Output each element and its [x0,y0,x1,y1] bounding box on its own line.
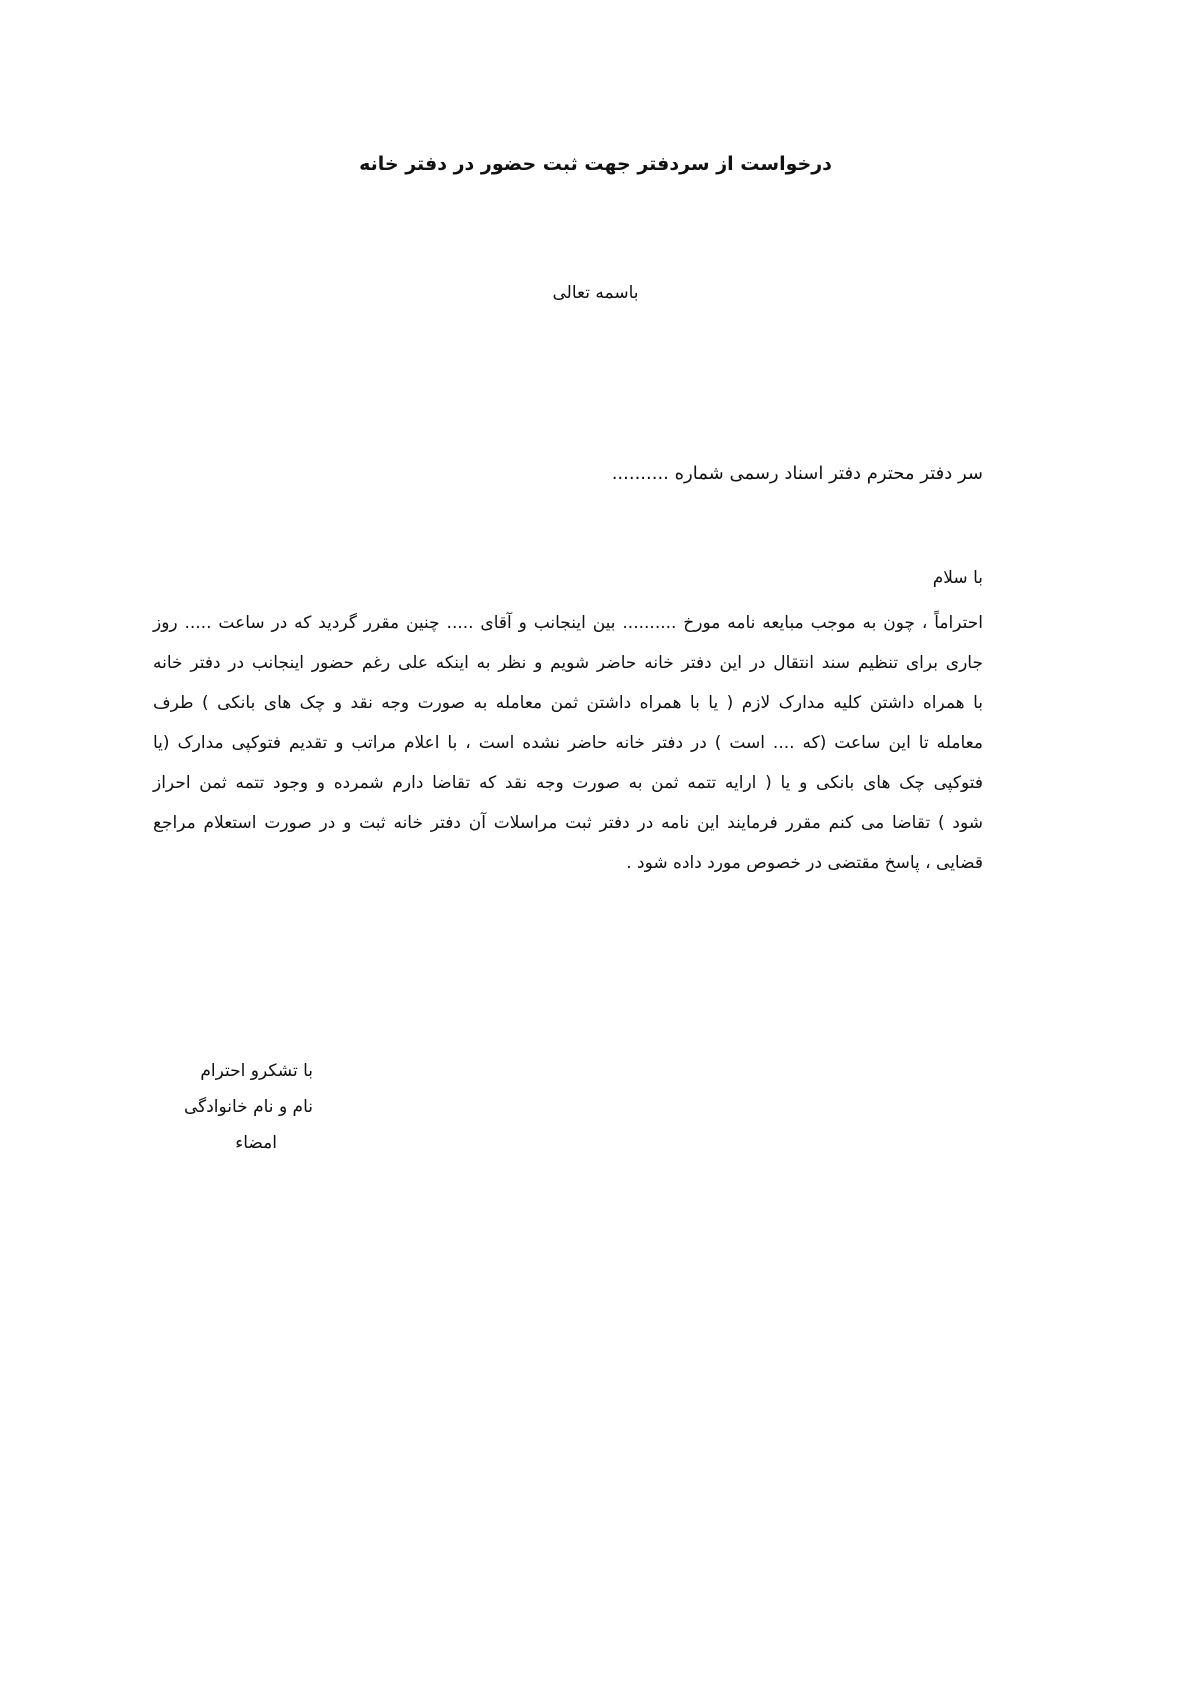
closing-signature-label: امضاء [235,1133,277,1153]
body-line-3: با همراه داشتن کلیه مدارک لازم ( یا با همراه داشتن ثمن معامله به صورت وجه نقد و چک های بانکی ) طرف [153,693,983,713]
invocation-heading: باسمه تعالی [552,283,639,303]
body-line-5: فتوکپی چک های بانکی و یا ( ارایه تتمه ثمن به صورت وجه نقد که تقاضا دارم شمرده و وجود تتمه ثمن احراز [153,773,983,793]
greeting-line: با سلام [932,568,983,588]
document-title: درخواست از سردفتر جهت ثبت حضور در دفتر خانه [359,153,832,175]
closing-name-label: نام و نام خانوادگی [183,1097,313,1117]
body-line-1: احتراماً ، چون به موجب مبایعه نامه مورخ .......... بین اینجانب و آقای ..... چنین مقرر گردید که در ساعت ..... روز [153,613,983,633]
recipient-line: سر دفتر محترم دفتر اسناد رسمی شماره .......... [611,463,983,484]
closing-block [184,1053,313,1161]
body-line-2: جاری برای تنظیم سند انتقال در این دفتر خانه حاضر شویم و نظر به اینکه علی رغم حضور اینجانب در دفتر خانه [153,653,983,673]
letter-body [153,603,983,883]
body-line-4: معامله تا این ساعت (که .... است ) در دفتر خانه حاضر نشده است ، با اعلام مراتب و تقدیم فتوکپی مدارک (یا [153,733,983,753]
closing-regards: با تشکرو احترام [200,1061,313,1081]
body-line-6: شود ) تقاضا می کنم مقرر فرمایند این نامه در دفتر ثبت مراسلات آن دفتر خانه ثبت و در صورت استعلام مراجع [153,813,983,833]
body-line-7: قضایی ، پاسخ مقتضی در خصوص مورد داده شود . [626,853,983,873]
